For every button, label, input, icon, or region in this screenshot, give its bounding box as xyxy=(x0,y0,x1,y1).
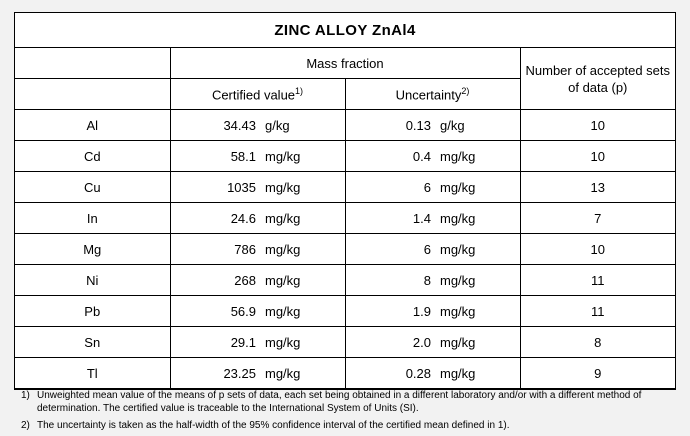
row-uncertainty-value xyxy=(345,172,520,203)
footnote-marker: 2) xyxy=(15,419,37,432)
row-sets-count: 11 xyxy=(520,265,675,296)
table-row xyxy=(15,234,675,265)
row-certified-value xyxy=(170,141,345,172)
row-element: Sn xyxy=(15,327,170,358)
row-uncertainty-number: 0.28 xyxy=(373,366,440,381)
row-uncertainty-unit: mg/kg xyxy=(440,211,492,226)
row-certified-value xyxy=(170,234,345,265)
row-certified-number: 268 xyxy=(198,273,265,288)
header-certified-value-note: 1) xyxy=(295,86,303,96)
row-sets-count: 11 xyxy=(520,296,675,327)
row-certified-unit: mg/kg xyxy=(265,335,317,350)
header-uncertainty-note: 2) xyxy=(461,86,469,96)
row-uncertainty-value xyxy=(345,296,520,327)
row-uncertainty-unit: mg/kg xyxy=(440,242,492,257)
row-uncertainty-number: 0.4 xyxy=(373,149,440,164)
row-certified-unit: mg/kg xyxy=(265,180,317,195)
footnote-item xyxy=(15,419,675,432)
row-element: Ni xyxy=(15,265,170,296)
header-blank-cell xyxy=(15,48,170,79)
header-uncertainty-label: Uncertainty xyxy=(396,87,462,102)
row-element: Pb xyxy=(15,296,170,327)
row-element: Mg xyxy=(15,234,170,265)
row-uncertainty-unit: mg/kg xyxy=(440,273,492,288)
footnote-item xyxy=(15,389,675,415)
row-uncertainty-unit: mg/kg xyxy=(440,366,492,381)
row-uncertainty-unit: mg/kg xyxy=(440,149,492,164)
row-certified-number: 56.9 xyxy=(198,304,265,319)
row-certified-value xyxy=(170,172,345,203)
row-certified-value xyxy=(170,327,345,358)
row-uncertainty-value xyxy=(345,358,520,389)
row-sets-count: 13 xyxy=(520,172,675,203)
table-row xyxy=(15,172,675,203)
table-row xyxy=(15,358,675,389)
row-element: In xyxy=(15,203,170,234)
row-sets-count: 7 xyxy=(520,203,675,234)
row-certified-number: 23.25 xyxy=(198,366,265,381)
row-element: Tl xyxy=(15,358,170,389)
footnotes-row xyxy=(15,389,675,436)
row-uncertainty-unit: mg/kg xyxy=(440,335,492,350)
row-uncertainty-number: 6 xyxy=(373,242,440,257)
row-certified-unit: mg/kg xyxy=(265,211,317,226)
table-row xyxy=(15,296,675,327)
row-certified-unit: mg/kg xyxy=(265,273,317,288)
table-row xyxy=(15,141,675,172)
row-uncertainty-unit: mg/kg xyxy=(440,304,492,319)
row-sets-count: 8 xyxy=(520,327,675,358)
row-certified-number: 29.1 xyxy=(198,335,265,350)
row-certified-unit: mg/kg xyxy=(265,242,317,257)
row-uncertainty-number: 1.4 xyxy=(373,211,440,226)
row-certified-number: 1035 xyxy=(198,180,265,195)
certificate-table xyxy=(15,13,675,436)
header-row-top xyxy=(15,48,675,79)
row-uncertainty-number: 1.9 xyxy=(373,304,440,319)
table-row xyxy=(15,110,675,141)
row-sets-count: 9 xyxy=(520,358,675,389)
row-uncertainty-value xyxy=(345,203,520,234)
row-element: Al xyxy=(15,110,170,141)
row-certified-value xyxy=(170,358,345,389)
table-title-row xyxy=(15,13,675,48)
row-uncertainty-unit: g/kg xyxy=(440,118,492,133)
row-element: Cd xyxy=(15,141,170,172)
row-certified-unit: mg/kg xyxy=(265,304,317,319)
footnote-text: The uncertainty is taken as the half-width of the 95% confidence interval of the certified mean defined in 1). xyxy=(37,419,675,432)
row-certified-unit: g/kg xyxy=(265,118,317,133)
header-certified-value-label: Certified value xyxy=(212,87,295,102)
row-uncertainty-value xyxy=(345,234,520,265)
row-sets-count: 10 xyxy=(520,110,675,141)
row-uncertainty-value xyxy=(345,265,520,296)
row-uncertainty-unit: mg/kg xyxy=(440,180,492,195)
row-certified-value xyxy=(170,110,345,141)
row-uncertainty-number: 0.13 xyxy=(373,118,440,133)
row-certified-unit: mg/kg xyxy=(265,366,317,381)
row-certified-unit: mg/kg xyxy=(265,149,317,164)
row-uncertainty-number: 6 xyxy=(373,180,440,195)
footnote-marker: 1) xyxy=(15,389,37,402)
header-accepted-sets: Number of accepted sets of data (p) xyxy=(520,48,675,110)
table-row xyxy=(15,327,675,358)
row-certified-number: 786 xyxy=(198,242,265,257)
header-mass-fraction: Mass fraction xyxy=(170,48,520,79)
row-uncertainty-value xyxy=(345,110,520,141)
row-sets-count: 10 xyxy=(520,141,675,172)
header-uncertainty xyxy=(345,79,520,110)
certificate-table-container xyxy=(14,12,676,390)
row-certified-value xyxy=(170,203,345,234)
footnotes xyxy=(15,389,675,436)
row-certified-value xyxy=(170,296,345,327)
row-certified-number: 34.43 xyxy=(198,118,265,133)
header-blank-cell-2 xyxy=(15,79,170,110)
row-certified-number: 58.1 xyxy=(198,149,265,164)
row-uncertainty-number: 2.0 xyxy=(373,335,440,350)
table-row xyxy=(15,203,675,234)
row-certified-number: 24.6 xyxy=(198,211,265,226)
page-title: ZINC ALLOY ZnAl4 xyxy=(15,13,675,48)
header-certified-value xyxy=(170,79,345,110)
row-element: Cu xyxy=(15,172,170,203)
row-uncertainty-value xyxy=(345,327,520,358)
footnote-text: Unweighted mean value of the means of p sets of data, each set being obtained in a different laboratory and/or with a different method of determination. The certified value is traceable to the International System of Units (SI). xyxy=(37,389,675,415)
row-sets-count: 10 xyxy=(520,234,675,265)
row-uncertainty-number: 8 xyxy=(373,273,440,288)
row-uncertainty-value xyxy=(345,141,520,172)
table-row xyxy=(15,265,675,296)
row-certified-value xyxy=(170,265,345,296)
